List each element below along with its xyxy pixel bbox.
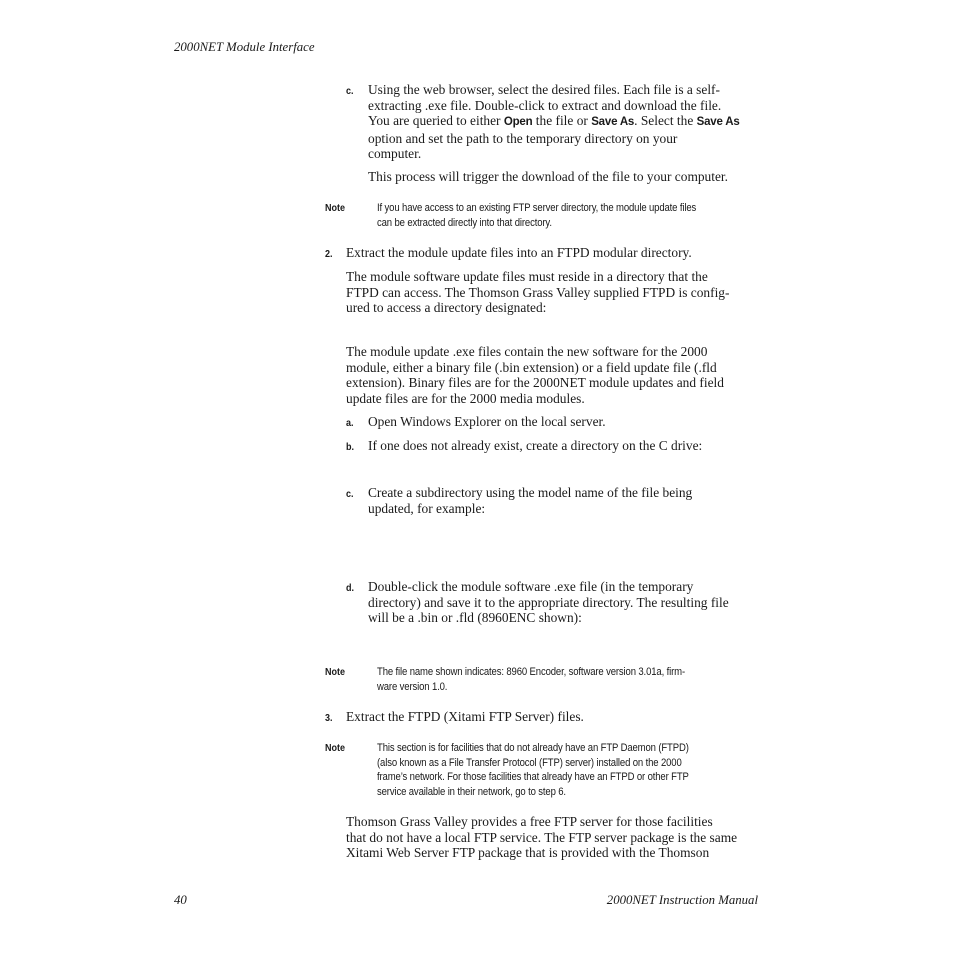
paragraph-line: Xitami Web Server FTP package that is provided with the Thomson [346,845,710,861]
paragraph-line: Thomson Grass Valley provides a free FTP server for those facilities [346,814,713,829]
note-line: If you have access to an existing FTP server directory, the module update files [377,202,697,214]
note-text [377,665,733,694]
substep-d-label: d. [346,582,355,594]
substep-d-text [368,579,763,626]
substep-b-label: b. [346,441,355,453]
paragraph-line: ured to access a directory designated: [346,300,547,316]
note-label: Note [325,742,346,754]
step-c-line [368,113,763,131]
paragraph-line: that do not have a local FTP service. The FTP server package is the same [346,829,738,845]
paragraph-line: The module update .exe files contain the new software for the 2000 [346,344,708,359]
note-text [377,741,733,799]
substep-c-label: c. [346,488,354,500]
paragraph-line: extension). Binary files are for the 2000NET module updates and field [346,375,724,391]
note-line: (also known as a File Transfer Protocol (FTP) server) installed on the 2000 [377,756,682,769]
page-number: 40 [174,893,187,907]
closing-paragraph [346,814,761,861]
paragraph-line: The module software update files must reside in a directory that the [346,269,708,284]
note-line: This section is for facilities that do not already have an FTP Daemon (FTPD) [377,742,689,754]
substep-line: will be a .bin or .fld (8960ENC shown): [368,610,582,626]
step-c-followup: This process will trigger the download of the file to your computer. [368,169,728,184]
substep-b-text: If one does not already exist, create a directory on the C drive: [368,438,703,453]
note-label: Note [325,666,346,678]
note-line: ware version 1.0. [377,680,448,693]
substep-c-text [368,485,763,516]
inline-text: the file or [532,113,592,129]
paragraph-line: FTPD can access. The Thomson Grass Valley supplied FTPD is config- [346,284,730,300]
step-2-paragraph-1 [346,269,761,316]
note-label: Note [325,202,346,214]
note-line: service available in their network, go to step 6. [377,785,566,798]
note-text [377,201,733,230]
step-c-line: option and set the path to the temporary directory on your [368,130,678,146]
running-header: 2000NET Module Interface [174,40,315,54]
save-as-ui-label: Save As [591,116,635,129]
open-ui-label: Open [503,116,533,129]
substep-a-label: a. [346,417,354,429]
step-3-text: Extract the FTPD (Xitami FTP Server) files. [346,709,584,724]
substep-line: Create a subdirectory using the model name of the file being [368,485,693,500]
footer-manual-title: 2000NET Instruction Manual [606,893,758,907]
paragraph-line: update files are for the 2000 media modules. [346,390,585,406]
note-line: frame’s network. For those facilities that already have an FTPD or other FTP [377,771,689,783]
step-c-line: Using the web browser, select the desired files. Each file is a self- [368,82,720,97]
paragraph-line: module, either a binary file (.bin extension) or a field update file (.fld [346,359,717,375]
inline-text: You are queried to either [368,113,504,129]
save-as-ui-label: Save As [696,116,740,129]
note-line: The file name shown indicates: 8960 Encoder, software version 3.01a, firm- [377,666,685,678]
substep-a-text: Open Windows Explorer on the local server. [368,414,606,429]
step-3-label: 3. [325,712,333,724]
step-c-line: computer. [368,146,422,162]
step-c-label: c. [346,85,354,97]
substep-line: directory) and save it to the appropriate directory. The resulting file [368,594,729,610]
step-2-paragraph-2 [346,344,761,406]
substep-line: updated, for example: [368,500,486,516]
inline-text: . Select the [634,113,697,129]
substep-line: Double-click the module software .exe file (in the temporary [368,579,694,594]
step-c-text [368,82,763,162]
note-line: can be extracted directly into that directory. [377,216,552,229]
step-2-label: 2. [325,248,333,260]
step-2-text: Extract the module update files into an FTPD modular directory. [346,245,692,260]
step-c-line: extracting .exe file. Double-click to extract and download the file. [368,97,722,113]
